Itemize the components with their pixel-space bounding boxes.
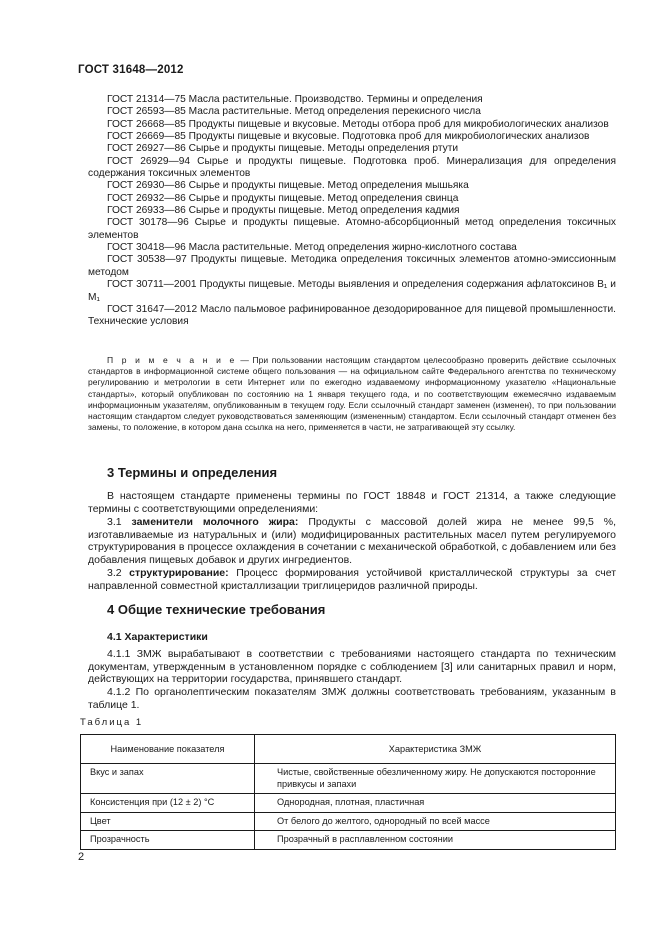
- reference-item: ГОСТ 26930—86 Сырье и продукты пищевые. Метод определения мышьяка: [107, 180, 469, 192]
- definition-term: структурирование:: [129, 567, 229, 579]
- section-3-intro: В настоящем стандарте применены термины по ГОСТ 18848 и ГОСТ 21314, а также следующие термины с соответствующими определениями:: [88, 490, 616, 515]
- characteristic-cell: От белого до желтого, однородный по всей массе: [255, 812, 616, 831]
- document-header: ГОСТ 31648—2012: [78, 64, 184, 76]
- reference-item: ГОСТ 30711—2001 Продукты пищевые. Методы выявления и определения содержания афлатоксинов B₁ и M₁: [88, 279, 616, 303]
- definition-text: Продукты с массовой долей жира не менее 99,5 %, изготавливаемые из натуральных и (или) модифицированных растительных масел путем регулируемого структурирования в процессе охлаждения в сочетании с механической обработкой, с добавлением или без добавления пищевых добавок и других ингредиентов.: [88, 516, 617, 566]
- table-caption: Таблица 1: [80, 717, 144, 728]
- table-row: [81, 812, 616, 831]
- table-row: [81, 794, 616, 813]
- page-number: 2: [78, 851, 85, 863]
- section-3-title: 3 Термины и определения: [107, 465, 278, 480]
- subsection-4-1-title: 4.1 Характеристики: [107, 631, 208, 643]
- column-header-indicator: Наименование показателя: [81, 735, 255, 764]
- characteristic-cell: Чистые, свойственные обезличенному жиру. Не допускаются посторонние привкусы и запахи: [255, 764, 616, 794]
- indicator-cell: Прозрачность: [81, 831, 255, 850]
- reference-item: ГОСТ 26927—86 Сырье и продукты пищевые. Методы определения ртути: [107, 143, 459, 155]
- normative-references-list: [88, 94, 616, 329]
- reference-item: ГОСТ 26668—85 Продукты пищевые и вкусовые. Методы отбора проб для микробиологических анализов: [107, 118, 609, 130]
- reference-item: ГОСТ 30418—96 Масла растительные. Метод определения жирно-кислотного состава: [107, 242, 517, 254]
- table-row: [81, 764, 616, 794]
- reference-item: ГОСТ 21314—75 Масла растительные. Производство. Термины и определения: [107, 94, 483, 105]
- definition-text: Процесс формирования устойчивой кристаллической структуры за счет направленной совместной кристаллизации триглицеридов различной природы.: [88, 567, 617, 592]
- characteristic-cell: Прозрачный в расплавленном состоянии: [255, 831, 616, 850]
- reference-item: ГОСТ 30178—96 Сырье и продукты пищевые. Атомно-абсорбционный метод определения токсичных элементов: [88, 217, 616, 241]
- indicator-cell: Консистенция при (12 ± 2) °С: [81, 794, 255, 813]
- reference-item: ГОСТ 26929—94 Сырье и продукты пищевые. Подготовка проб. Минерализация для определения содержания токсичных элементов: [88, 155, 616, 180]
- paragraph-4-1-2: 4.1.2 По органолептическим показателям ЗМЖ должны соответствовать требованиям, указанным в таблице 1.: [88, 686, 616, 711]
- section-4-title: 4 Общие технические требования: [107, 602, 326, 617]
- definition-term: заменители молочного жира:: [131, 516, 299, 528]
- table-header-row: [81, 735, 616, 764]
- reference-item: ГОСТ 26669—85 Продукты пищевые и вкусовые. Подготовка проб для микробиологических анализов: [107, 131, 590, 143]
- definition-number: 3.2: [107, 567, 130, 579]
- definition-number: 3.1: [107, 516, 132, 528]
- definition-3-2: [88, 567, 616, 592]
- column-header-characteristic: Характеристика ЗМЖ: [255, 735, 616, 764]
- reference-item: ГОСТ 30538—97 Продукты пищевые. Методика определения токсичных элементов атомно-эмиссионным методом: [88, 254, 616, 278]
- definition-3-1: [88, 516, 616, 566]
- organoleptic-table: [80, 734, 616, 850]
- references-note: [88, 355, 616, 433]
- reference-item: ГОСТ 31647—2012 Масло пальмовое рафинированное дезодорированное для пищевой промышленности. Технические условия: [88, 303, 616, 328]
- reference-item: ГОСТ 26593—85 Масла растительные. Метод определения перекисного числа: [107, 106, 481, 118]
- paragraph-4-1-1: 4.1.1 ЗМЖ вырабатывают в соответствии с требованиями настоящего стандарта по техническим документам, утвержденным в установленном порядке с соблюдением [3] или санитарных правил и норм, действующих на территории государства, принявшего стандарт.: [88, 648, 616, 686]
- reference-item: ГОСТ 26933—86 Сырье и продукты пищевые. Метод определения кадмия: [107, 205, 460, 217]
- note-text: — При пользовании настоящим стандартом целесообразно проверить действие ссылочных стандартов в информационной системе общего пользования — на официальном сайте Федерального агентства по техническому регулированию и метрологии в сети Интернет или по ежегодно издаваемому информационному указателю «Национальные стандарты», который опубликован по состоянию на 1 января текущего года, и по соответствующим ежемесячно издаваемым информационным указателям, опубликованным в текущем году. Если ссылочный стандарт заменен (изменен), то при пользовании настоящим стандартом следует руководствоваться заменяющим (измененным) стандартом. Если ссылочный стандарт отменен без замены, то положение, в котором дана ссылка на него, применяется в части, не затрагивающей эту ссылку.: [88, 355, 616, 433]
- note-label: П р и м е ч а н и е: [107, 355, 237, 365]
- table-row: [81, 831, 616, 850]
- reference-item: ГОСТ 26932—86 Сырье и продукты пищевые. Метод определения свинца: [107, 192, 459, 204]
- indicator-cell: Вкус и запах: [81, 764, 255, 794]
- indicator-cell: Цвет: [81, 812, 255, 831]
- characteristic-cell: Однородная, плотная, пластичная: [255, 794, 616, 813]
